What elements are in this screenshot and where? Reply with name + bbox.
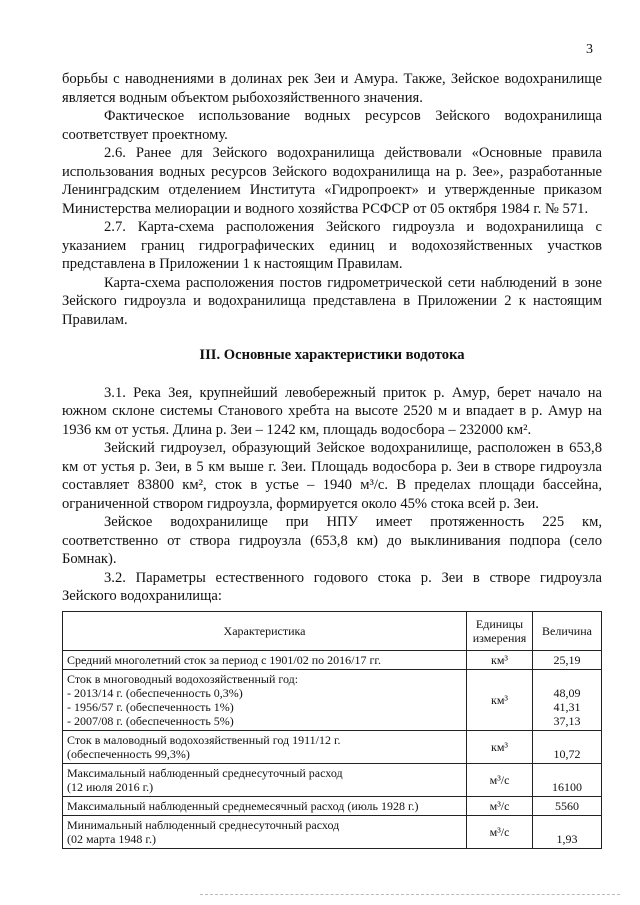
cell-value: [533, 815, 602, 848]
value-line: 5560: [555, 798, 579, 813]
paragraph-3-1: 3.1. Река Зея, крупнейший левобережный приток р. Амур, берет начало на южном склоне системы Станового хребта на высоте 2520 м и впадает в р. Амур на 1936 км от устья. Длина р. Зеи – 1242 км, площадь водосбора – 232000 км².: [62, 384, 602, 438]
page-number: 3: [586, 42, 593, 57]
cell-unit: км³: [467, 650, 533, 669]
characteristic-line: Сток в маловодный водохозяйственный год 1911/12 г.: [67, 732, 341, 747]
characteristic-line: Максимальный наблюденный среднемесячный расход (июль 1928 г.): [67, 798, 419, 813]
cell-value: [533, 730, 602, 763]
table-row: [63, 730, 602, 763]
characteristic-line: (02 марта 1948 г.): [67, 831, 156, 846]
paragraph-map-scheme: Карта-схема расположения постов гидрометрической сети наблюдений в зоне Зейского гидроузла и водохранилища представлена в Приложении 2 к настоящим Правилам.: [62, 274, 602, 328]
characteristic-line: - 2007/08 г. (обеспеченность 5%): [67, 713, 234, 728]
cell-unit: м³/с: [467, 763, 533, 796]
value-line: 16100: [552, 779, 582, 794]
table-row: [63, 815, 602, 848]
characteristic-line: (обеспеченность 99,3%): [67, 746, 190, 761]
table-row: [63, 669, 602, 730]
paragraph-2-6: 2.6. Ранее для Зейского водохранилища действовали «Основные правила использования водных ресурсов Зейского водохранилища на р. Зее», разработанные Ленинградским отделением Института «Гидропроект» и утвержденные приказом Министерства мелиорации и водного хозяйства РСФСР от 05 октября 1984 г. № 571.: [62, 145, 602, 217]
characteristic-line: (12 июля 2016 г.): [67, 779, 154, 794]
cell-unit: км³: [467, 669, 533, 730]
paragraph-reservoir-length: Зейское водохранилище при НПУ имеет протяженность 225 км, соответственно от створа гидроузла (653,8 км) до выклинивания подпора (село Бомнак).: [62, 514, 602, 567]
cell-value: [533, 763, 602, 796]
cell-unit: км³: [467, 730, 533, 763]
cell-characteristic: [63, 669, 467, 730]
flow-parameters-table: [62, 611, 602, 849]
characteristic-line: Максимальный наблюденный среднесуточный расход: [67, 765, 343, 780]
characteristic-line: Минимальный наблюденный среднесуточный расход: [67, 817, 340, 832]
cell-unit: м³/с: [467, 815, 533, 848]
paragraph-hydro-node: Зейский гидроузел, образующий Зейское водохранилище, расположен в 653,8 км от устья р. Зеи, в 5 км выше г. Зеи. Площадь водосбора р. Зеи в створе гидроузла составляет 83800 км², сток в устье – 1940 м³/с. В пределах площади бассейна, ограниченной створом гидроузла, формируется около 45% стока всей р. Зеи.: [62, 440, 602, 512]
value-line: 41,31: [553, 699, 581, 714]
cell-characteristic: [63, 730, 467, 763]
table-row: [63, 650, 602, 669]
table-row: [63, 796, 602, 815]
header-units: Единицы измерения: [467, 611, 533, 650]
scan-artifact: [200, 894, 620, 898]
value-line: 25,19: [553, 652, 581, 667]
cell-characteristic: [63, 763, 467, 796]
cell-value: [533, 650, 602, 669]
section-title: III. Основные характеристики водотока: [199, 347, 465, 363]
characteristic-line: - 1956/57 г. (обеспеченность 1%): [67, 699, 234, 714]
value-line: 48,09: [553, 685, 581, 700]
value-line: 1,93: [556, 831, 578, 846]
table-row: [63, 763, 602, 796]
cell-characteristic: [63, 650, 467, 669]
header-value: Величина: [533, 611, 602, 650]
cell-value: [533, 669, 602, 730]
characteristic-line: Средний многолетний сток за период с 1901/02 по 2016/17 гг.: [67, 652, 381, 667]
paragraph-2-7: 2.7. Карта-схема расположения Зейского гидроузла и водохранилища с указанием границ гидрографических единиц и водохозяйственных участков представлена в Приложении 1 к настоящим Правилам.: [62, 219, 602, 272]
value-line: 37,13: [553, 713, 581, 728]
paragraph-actual-use: Фактическое использование водных ресурсов Зейского водохранилища соответствует проектному.: [62, 108, 602, 143]
document-body: [62, 70, 602, 849]
characteristic-line: Сток в многоводный водохозяйственный год:: [67, 671, 299, 686]
cell-value: [533, 796, 602, 815]
value-line: 10,72: [553, 746, 581, 761]
table-header-row: [63, 611, 602, 650]
cell-unit: м³/с: [467, 796, 533, 815]
paragraph-3-2: 3.2. Параметры естественного годового стока р. Зеи в створе гидроузла Зейского водохранилища:: [62, 569, 602, 604]
header-characteristic: Характеристика: [63, 611, 467, 650]
characteristic-line: - 2013/14 г. (обеспеченность 0,3%): [67, 685, 243, 700]
cell-characteristic: [63, 815, 467, 848]
paragraph-continuation: борьбы с наводнениями в долинах рек Зеи и Амура. Также, Зейское водохранилище является водным объектом рыбохозяйственного значения.: [62, 71, 602, 106]
cell-characteristic: [63, 796, 467, 815]
